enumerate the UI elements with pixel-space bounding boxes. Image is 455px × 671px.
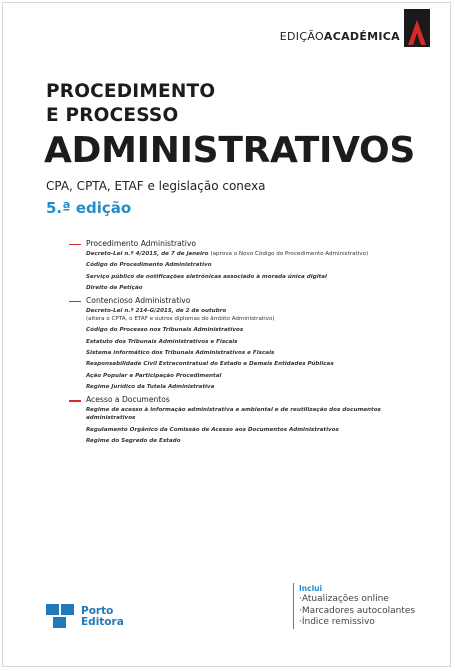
toc-section	[69, 238, 414, 292]
list-item	[69, 338, 414, 346]
item-text: Decreto-Lei n.º 214-G/2015, de 2 de outubro	[86, 308, 227, 315]
section-heading: Contencioso Administrativo	[69, 295, 414, 307]
item-text: Serviço público de notificações eletrónicas associado à morada única digital	[86, 273, 327, 280]
porto-editora-logo-icon	[46, 604, 76, 630]
title-line-2: E PROCESSO	[46, 105, 179, 126]
section-heading: Acesso a Documentos	[69, 394, 414, 406]
list-item	[69, 406, 414, 422]
item-text: Regime de acesso à informação administrativa e ambiental e de reutilização dos documentos administrativos	[86, 407, 381, 422]
table-of-contents	[69, 238, 414, 448]
title-line-1: PROCEDIMENTO	[46, 81, 216, 102]
edition-brand-text	[280, 30, 400, 43]
includes-item: ·Atualizações online	[299, 594, 389, 604]
edition-brand	[280, 9, 430, 47]
list-item	[69, 383, 414, 391]
item-text: Código do Procedimento Administrativo	[86, 262, 212, 269]
title-line-3: ADMINISTRATIVOS	[44, 130, 415, 171]
list-item	[69, 360, 414, 368]
list-item	[69, 372, 414, 380]
item-text: Sistema informático dos Tribunais Administrativos e Fiscais	[86, 350, 275, 357]
item-text: Decreto-Lei n.º 4/2015, de 7 de janeiro	[86, 251, 209, 257]
includes-item: ·Índice remissivo	[299, 617, 375, 627]
publisher-line-1: Porto	[81, 605, 114, 617]
list-item	[69, 326, 414, 334]
list-item	[69, 250, 414, 258]
list-item	[69, 273, 414, 281]
item-text: Estatuto dos Tribunais Administrativos e Fiscais	[86, 338, 238, 345]
list-item	[69, 349, 414, 357]
toc-section	[69, 394, 414, 445]
item-note: (aprova o Novo Código do Procedimento Administrativo)	[210, 251, 369, 257]
item-note: (altera o CPTA, o ETAF e outros diplomas do âmbito Administrativo)	[86, 316, 275, 323]
includes-label: Inclui	[299, 584, 323, 593]
item-text: Regime do Segredo de Estado	[86, 437, 181, 444]
academic-a-icon	[404, 9, 430, 47]
item-text: Responsabilidade Civil Extracontratual do Estado e Demais Entidades Públicas	[86, 361, 334, 368]
publisher-name	[81, 606, 124, 628]
edition-name: ACADÉMICA	[323, 30, 400, 43]
section-heading: Procedimento Administrativo	[69, 238, 414, 250]
publisher-line-2: Editora	[81, 616, 124, 628]
item-text: Ação Popular e Participação Procedimental	[86, 372, 222, 379]
item-text: Regime Jurídico da Tutela Administrativa	[86, 383, 215, 390]
list-item	[69, 261, 414, 269]
edition-prefix: EDIÇÃO	[279, 30, 324, 43]
edition-number: 5.ª edição	[46, 199, 132, 217]
item-text: Regulamento Orgânico da Comissão de Acesso aos Documentos Administrativos	[86, 426, 339, 433]
list-item	[69, 437, 414, 445]
subtitle: CPA, CPTA, ETAF e legislação conexa	[46, 179, 266, 193]
toc-section	[69, 295, 414, 391]
item-text: Código do Processo nos Tribunais Administrativos	[86, 327, 244, 334]
includes-box	[293, 583, 415, 629]
list-item	[69, 284, 414, 292]
includes-item: ·Marcadores autocolantes	[299, 605, 416, 616]
item-text: Direito de Petição	[86, 284, 143, 291]
list-item	[69, 426, 414, 434]
list-item	[69, 307, 414, 323]
publisher-logo	[46, 604, 124, 630]
book-cover	[2, 2, 451, 667]
